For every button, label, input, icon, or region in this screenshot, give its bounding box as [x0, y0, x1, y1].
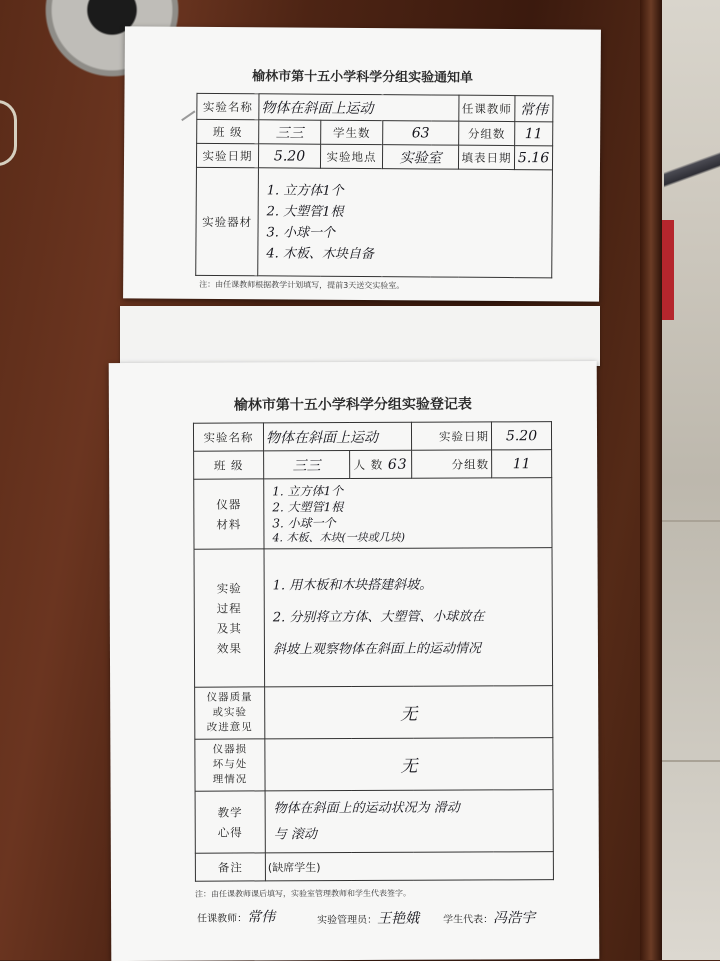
instrument-item: 4. 木板、木块(一块或几块)	[272, 530, 406, 544]
label-teaching: 教学 心得	[195, 791, 265, 853]
notice-title: 榆林市第十五小学科学分组实验通知单	[252, 69, 474, 86]
instrument-list	[266, 482, 549, 545]
floor-line	[662, 520, 720, 522]
signature-teacher: 任课教师：常伟	[197, 909, 276, 926]
equipment-item: 1. 立方体1个	[266, 182, 344, 199]
record-sheet	[109, 361, 600, 961]
chair-rail	[664, 120, 720, 230]
teaching-lines	[268, 795, 551, 848]
label-remarks: 备注	[195, 853, 265, 881]
label-experiment-date: 实验日期	[196, 143, 258, 167]
label-teacher: 任课教师	[459, 95, 515, 121]
label-class: 班 级	[197, 119, 259, 143]
process-lines	[267, 569, 550, 666]
process-line: 斜坡上观察物体在斜面上的运动情况	[272, 640, 481, 657]
value-class: 三三	[264, 451, 350, 479]
value-people: 63	[387, 456, 408, 473]
label-instruments: 仪器 材料	[194, 479, 264, 549]
label-class: 班 级	[194, 451, 264, 479]
value-process	[264, 548, 553, 687]
pen-mark	[181, 110, 195, 121]
value-damage: 无	[265, 738, 553, 791]
equipment-item: 2. 大塑管1根	[266, 203, 344, 220]
instrument-item: 1. 立方体1个	[272, 483, 344, 498]
equipment-list	[260, 180, 550, 266]
record-title: 榆林市第十五小学科学分组实验登记表	[233, 396, 472, 414]
equipment-item: 3. 小球一个	[266, 224, 336, 241]
process-line: 2. 分别将立方体、大塑管、小球放在	[272, 608, 485, 625]
desk-edge	[640, 0, 662, 960]
teaching-line: 物体在斜面上的运动状况为 滑动	[273, 800, 460, 816]
label-experiment-name: 实验名称	[197, 93, 259, 119]
label-fill-date: 填表日期	[458, 145, 514, 169]
label-location: 实验地点	[320, 144, 382, 168]
value-class: 三三	[259, 120, 321, 144]
value-student-count: 63	[383, 121, 459, 146]
value-equipment	[258, 168, 553, 278]
label-group-count: 分组数	[459, 121, 515, 145]
label-student-count: 学生数	[321, 120, 383, 144]
value-remarks: (缺席学生)	[265, 852, 553, 881]
notice-sheet	[123, 26, 601, 301]
label-damage: 仪器损 坏与处 理情况	[195, 739, 265, 791]
value-teacher: 常伟	[515, 96, 553, 122]
label-quality: 仪器质量 或实验 改进意见	[195, 687, 265, 739]
value-experiment-name: 物体在斜面上运动	[263, 422, 411, 451]
teaching-line: 与 滚动	[273, 826, 317, 842]
signature-student: 学生代表：冯浩宇	[443, 910, 536, 927]
label-people: 人 数 63	[350, 450, 412, 478]
value-fill-date: 5.16	[514, 146, 552, 170]
label-group-count: 分组数	[412, 450, 492, 478]
value-group-count: 11	[515, 122, 553, 146]
notice-footnote: 注：由任课教师根据教学计划填写，提前3天送交实验室。	[199, 279, 405, 291]
value-location: 实验室	[382, 145, 458, 170]
value-instruments	[264, 478, 552, 549]
value-group-count: 11	[492, 450, 552, 478]
value-teaching	[265, 790, 553, 853]
value-experiment-name: 物体在斜面上运动	[259, 94, 459, 121]
value-quality: 无	[265, 686, 553, 739]
instrument-item: 2. 大塑管1根	[272, 499, 344, 514]
instrument-item: 3. 小球一个	[272, 515, 336, 530]
equipment-item: 4. 木板、木块自备	[266, 245, 374, 262]
notice-table	[195, 93, 553, 278]
label-process: 实验 过程 及其 效果	[194, 549, 265, 687]
record-table	[193, 421, 554, 882]
paper-strip	[120, 306, 600, 366]
record-footnote: 注：由任课教师课后填写，实验室管理教师和学生代表签字。	[194, 888, 412, 899]
label-equipment: 实验器材	[196, 167, 259, 275]
process-line: 1. 用木板和木块搭建斜坡。	[272, 577, 433, 593]
value-experiment-date: 5.20	[491, 422, 551, 450]
signature-manager: 实验管理员：王艳娥	[317, 910, 420, 927]
label-experiment-date: 实验日期	[411, 422, 491, 450]
chair	[662, 220, 674, 320]
label-experiment-name: 实验名称	[193, 423, 263, 451]
value-experiment-date: 5.20	[258, 144, 320, 168]
floor-line	[662, 760, 720, 762]
